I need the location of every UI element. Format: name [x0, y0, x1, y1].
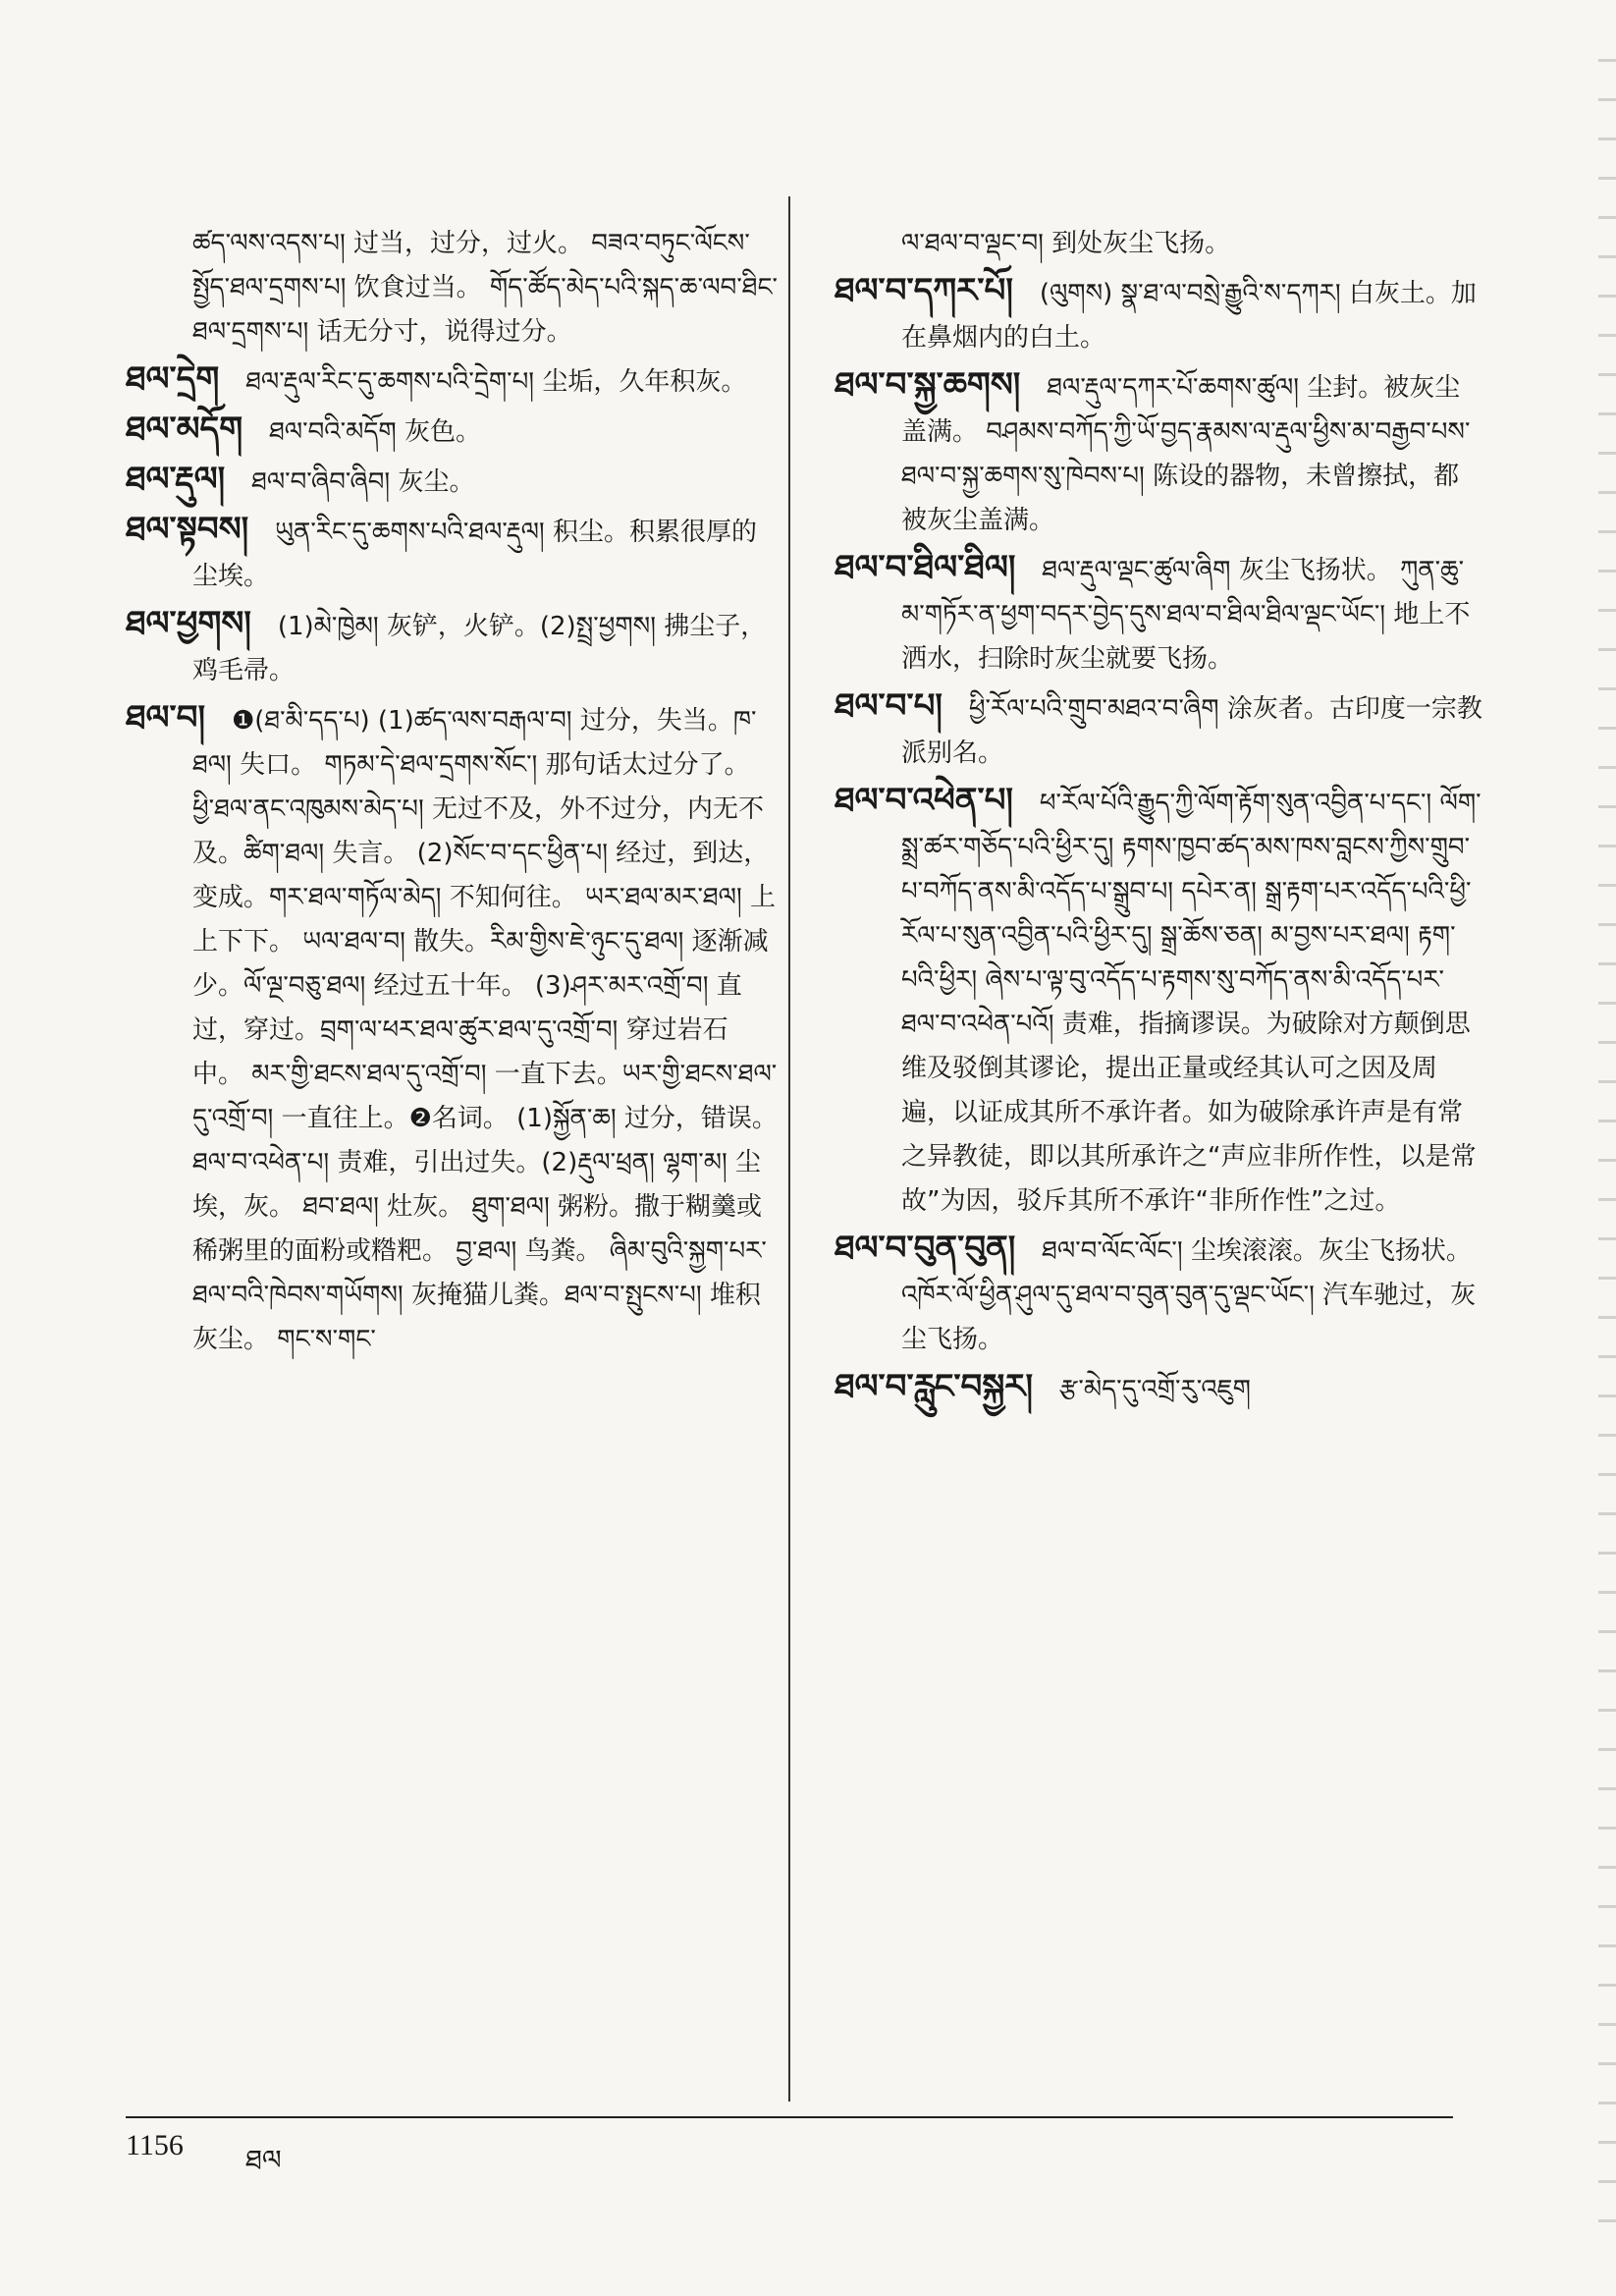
- dictionary-entry: [126, 696, 779, 1361]
- entry-definition: ཐལ་བའི་མདོག 灰色。: [269, 417, 481, 447]
- entry-headword: ཐལ་བ་ཐིལ་ཐིལ།: [835, 548, 1016, 587]
- entry-definition: ཐལ་རྡུལ་རིང་དུ་ཆགས་པའི་དྲེག་པ། 尘垢，久年积灰。: [245, 367, 747, 397]
- dictionary-entry: [835, 1365, 1482, 1411]
- dictionary-entry: [126, 221, 779, 354]
- dictionary-entry: [126, 357, 779, 404]
- entry-headword: ཐལ་དྲེག: [126, 359, 220, 399]
- entry-headword: ཐལ་བ་བུན་བུན།: [835, 1229, 1016, 1268]
- dictionary-entry: [835, 546, 1482, 681]
- entry-headword: ཐལ་རྡུལ།: [126, 460, 226, 499]
- dictionary-entry: [835, 684, 1482, 775]
- entry-headword: ཐལ་བ།: [126, 698, 206, 738]
- entry-definition: རྩ་མེད་དུ་འགྲོ་རུ་འཇུག: [1058, 1375, 1251, 1404]
- entry-definition: ལ་ཐལ་བ་ལྡང་བ། 到处灰尘飞扬。: [901, 229, 1231, 258]
- column-divider: [788, 196, 790, 2102]
- entry-definition: ཕ་རོལ་པོའི་རྒྱུད་ཀྱི་ལོག་རྟོག་སུན་འབྱིན་པ་དང་། ལོག་སྨྲ་ཚར་གཅོད་པའི་ཕྱིར་དུ། རྟགས་ཁྱབ་ཚད་མས་ཁས་བླངས་ཀྱིས་གྲུབ་པ་བཀོད་ནས་མི་འདོད་པ་སྒྲུབ་པ། དཔེར་ན། སྒྲ་རྟག་པར་འདོད་པའི་ཕྱི་རོལ་པ་སུན་འབྱིན་པའི་ཕྱིར་དུ། སྒྲ་ཆོས་ཅན། མ་བྱས་པར་ཐལ། རྟག་པའི་ཕྱིར། ཞེས་པ་ལྟ་བུ་འདོད་པ་རྟགས་སུ་བཀོད་ནས་མི་འདོད་པར་ཐལ་བ་འཕེན་པའོ། 责难，指摘谬误。为破除对方颠倒思维及驳倒其谬论，提出正量或经其认可之因及周遍，以证成其所不承许者。如为破除承许声是有常之异教徒，即以其所承许之“声应非所作性，以是常故”为因，驳斥其所不承许“非所作性”之过。: [901, 789, 1481, 1216]
- entry-headword: ཐལ་བ་པ།: [835, 686, 943, 726]
- dictionary-entry: [835, 779, 1482, 1223]
- entry-definition: ཐལ་རྡུལ་དཀར་པོ་ཆགས་ཚུལ། 尘封。被灰尘盖满。 བཤམས་བཀོད་ཀྱི་ཡོ་བྱད་རྣམས་ལ་རྡུལ་ཕྱིས་མ་བརྒྱབ་པས་ཐལ་བ་སྐྱ་ཆགས་སུ་ཁེབས་པ། 陈设的器物，未曾擦拭，都被灰尘盖满。: [901, 373, 1471, 535]
- dictionary-entry: [835, 269, 1482, 359]
- entry-definition: (1)མེ་ཁྱེམ། 灰铲，火铲。(2)སྤྲ་ཕྱགས། 拂尘子，鸡毛帚。: [192, 612, 767, 685]
- entry-definition: ཐལ་བ་ལོང་ལོང་། 尘埃滚滚。灰尘飞扬状。 འཁོར་ལོ་ཕྱིན་ཤུལ་དུ་ཐལ་བ་བུན་བུན་དུ་ལྡང་ཡོང་། 汽车驰过，灰尘飞扬。: [901, 1236, 1477, 1354]
- entry-headword: ཐལ་ཕྱགས།: [126, 604, 251, 643]
- entry-definition: ཐལ་རྡུལ་ལྡང་ཚུལ་ཞིག 灰尘飞扬状。 ཀུན་ཆུ་མ་གཏོར་ན་ཕྱག་བདར་བྱེད་དུས་ཐལ་བ་ཐིལ་ཐིལ་ལྡང་ཡོང་། 地上不洒水，扫除时灰尘就要飞扬。: [901, 556, 1471, 674]
- footer-rule: [126, 2116, 1453, 2118]
- dictionary-entry: [126, 508, 779, 598]
- page-key-word: ཐལ: [245, 2144, 282, 2176]
- entry-definition: ཐལ་བ་ཞིབ་ཞིབ། 灰尘。: [251, 467, 475, 497]
- entry-headword: ཐལ་སྟབས།: [126, 510, 249, 549]
- right-column: [835, 221, 1482, 1415]
- entry-headword: ཐལ་བ་རླུང་བསྐྱར།: [835, 1367, 1033, 1406]
- entry-definition: ❶(ཐ་མི་དད་པ) (1)ཚད་ལས་བརྒལ་བ། 过分，失当。ཁ་ཐལ། 失口。 གཏམ་དེ་ཐལ་དྲགས་སོང་། 那句话太过分了。 ཕྱི་ཐལ་ནང་འཁུམས་མེད་པ། 无过不及，外不过分，内无不及。ཚིག་ཐལ། 失言。 (2)སོང་བ་དང་ཕྱིན་པ། 经过，到达，变成。གར་ཐལ་གཏོལ་མེད། 不知何往。 ཡར་ཐལ་མར་ཐལ། 上上下下。 ཡལ་ཐལ་བ། 散失。རིམ་གྱིས་ཇེ་ཉུང་དུ་ཐལ། 逐渐减少。ལོ་ལྔ་བཅུ་ཐལ། 经过五十年。 (3)ཤར་མར་འགྲོ་བ། 直过，穿过。བྲག་ལ་ཕར་ཐལ་ཚུར་ཐལ་དུ་འགྲོ་བ། 穿过岩石中。 མར་གྱི་ཐངས་ཐལ་དུ་འགྲོ་བ། 一直下去。ཡར་གྱི་ཐངས་ཐལ་དུ་འགྲོ་བ། 一直往上。❷名词。 (1)སྐྱོན་ཆ། 过分，错误。ཐལ་བ་འཕེན་པ། 责难，引出过失。(2)རྡུལ་ཕྲན། ལྷག་མ། 尘埃，灰。 ཐབ་ཐལ། 灶灰。 ཐུག་ཐལ། 粥粉。撒于糊羹或稀粥里的面粉或糌粑。 བྱ་ཐལ། 鸟粪。 ཞིམ་བུའི་སྐྱག་པར་ཐལ་བའི་ཁེབས་གཡོགས། 灰掩猫儿粪。ཐལ་བ་སྤུངས་པ། 堆积灰尘。 གང་ས་གང་: [192, 706, 778, 1354]
- dictionary-entry: [126, 458, 779, 504]
- page-number: 1156: [126, 2129, 184, 2161]
- left-column: [126, 221, 779, 1365]
- scan-edge-marks: [1598, 59, 1616, 2259]
- entry-definition: ཚད་ལས་འདས་པ། 过当，过分，过火。 བཟའ་བཏུང་ལོངས་སྤྱོད་ཐལ་དྲགས་པ། 饮食过当。 གོད་ཚོད་མེད་པའི་སྐད་ཆ་ལབ་ཐིང་ཐལ་དྲགས་པ། 话无分寸，说得过分。: [192, 229, 778, 347]
- entry-definition: ཕྱི་རོལ་པའི་གྲུབ་མཐའ་བ་ཞིག 涂灰者。古印度一宗教派别名。: [901, 694, 1482, 768]
- dictionary-entry: [126, 408, 779, 454]
- entry-headword: ཐལ་བ་དཀར་པོ།: [835, 271, 1013, 310]
- entry-definition: ཡུན་རིང་དུ་ཆགས་པའི་ཐལ་རྡུལ། 积尘。积累很厚的尘埃。: [192, 518, 757, 591]
- dictionary-entry: [835, 363, 1482, 542]
- dictionary-entry: [835, 221, 1482, 265]
- entry-definition: (ལུགས) སྣ་ཐ་ལ་བསྲེ་རྒྱུའི་ས་དཀར། 白灰土。加在鼻烟内的白土。: [901, 279, 1477, 353]
- entry-headword: ཐལ་བ་སྐྱ་ཆགས།: [835, 365, 1021, 405]
- dictionary-entry: [835, 1227, 1482, 1361]
- dictionary-entry: [126, 602, 779, 692]
- entry-headword: ཐལ་བ་འཕེན་པ།: [835, 781, 1013, 820]
- entry-headword: ཐལ་མདོག: [126, 410, 243, 449]
